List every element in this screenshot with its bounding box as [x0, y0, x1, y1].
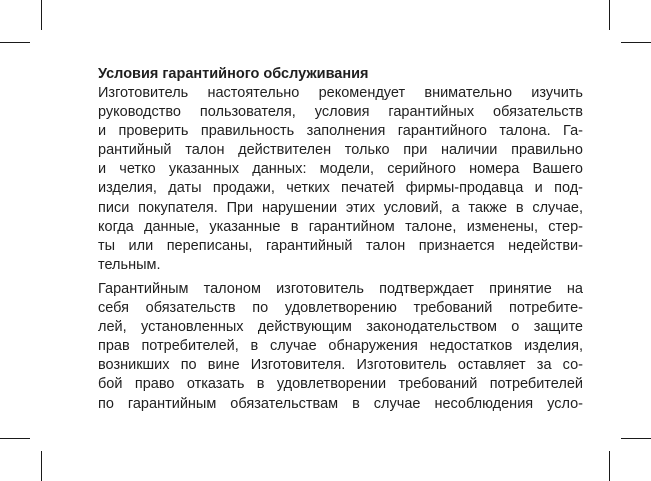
crop-mark-top-right-horizontal	[621, 42, 651, 43]
text-line: бой право отказать в удовлетворении требований потребителей	[98, 376, 583, 393]
text-line: Изготовитель настоятельно рекомендует внимательно изучить	[98, 85, 583, 101]
text-line: возникших по вине Изготовителя. Изготовитель оставляет за со-	[98, 357, 583, 374]
document-title: Условия гарантийного обслуживания	[98, 66, 369, 82]
paragraph-1	[98, 84, 583, 275]
document-page	[98, 64, 583, 414]
crop-mark-top-left-vertical	[41, 0, 42, 30]
text-line: и четко указанных данных: модели, серийного номера Вашего	[98, 161, 583, 178]
text-line: руководство пользователя, условия гарантийных обязательств	[98, 104, 583, 121]
paragraph-2	[98, 280, 583, 414]
crop-mark-top-right-vertical	[609, 0, 610, 30]
text-line: и проверить правильность заполнения гарантийного талона. Га-	[98, 123, 583, 140]
text-line: лей, установленных действующим законодательством о защите	[98, 319, 583, 336]
text-line: Гарантийным талоном изготовитель подтверждает принятие на	[98, 280, 583, 297]
text-line: ты или переписаны, гарантийный талон признается недействи-	[98, 237, 583, 254]
text-line: тельным.	[98, 256, 161, 273]
text-line: изделия, даты продажи, четких печатей фирмы-продавца и под-	[98, 180, 583, 197]
text-line: когда данные, указанные в гарантийном талоне, изменены, стер-	[98, 218, 583, 235]
text-line: прав потребителей, в случае обнаружения недостатков изделия,	[98, 338, 583, 355]
text-line: себя обязательств по удовлетворению требований потребите-	[98, 300, 583, 317]
crop-mark-bottom-left-horizontal	[0, 438, 30, 439]
text-line: писи покупателя. При нарушении этих условий, а также в случае,	[98, 199, 583, 216]
crop-mark-top-left-horizontal	[0, 42, 30, 43]
crop-mark-bottom-right-horizontal	[621, 438, 651, 439]
text-line: рантийный талон действителен только при наличии правильно	[98, 142, 583, 159]
text-line: по гарантийным обязательствам в случае несоблюдения усло-	[98, 395, 583, 412]
crop-mark-bottom-left-vertical	[41, 451, 42, 481]
crop-mark-bottom-right-vertical	[609, 451, 610, 481]
